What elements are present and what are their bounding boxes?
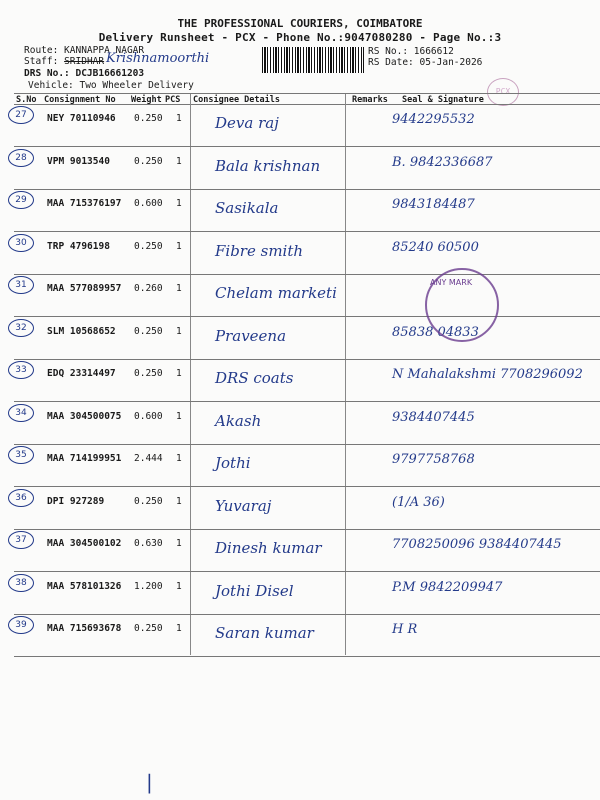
consignment-no: MAA 715693678 (47, 623, 122, 634)
weight: 0.250 (134, 623, 163, 634)
route: Route: KANNAPPA NAGAR (24, 45, 145, 56)
col-seal: Seal & Signature (402, 95, 484, 105)
table-row (0, 104, 600, 146)
sno-circle: 37 (8, 531, 34, 549)
consignment-no: MAA 715376197 (47, 198, 122, 209)
pcs: 1 (176, 538, 182, 549)
barcode (262, 47, 364, 73)
pcs: 1 (176, 155, 182, 167)
sno-circle: 28 (8, 149, 34, 167)
pcs: 1 (176, 198, 182, 209)
table-row (0, 274, 600, 316)
consignee-handwritten: Bala krishnan (215, 156, 321, 175)
weight: 0.250 (134, 495, 163, 507)
weight: 0.630 (134, 538, 163, 549)
table-row (0, 444, 600, 486)
pcs: 1 (176, 580, 182, 592)
staff (24, 56, 104, 67)
seal-signature: H R (392, 622, 418, 637)
weight: 0.250 (134, 240, 163, 252)
vehicle: Vehicle: Two Wheeler Delivery (28, 80, 194, 91)
col-consignment: Consignment No (44, 95, 116, 105)
consignee-handwritten: DRS coats (215, 369, 294, 387)
seal-signature: (1/A 36) (392, 494, 445, 510)
seal-signature: 9384407445 (392, 409, 475, 425)
consignment-no: DPI 927289 (47, 495, 105, 507)
table-row (0, 529, 600, 571)
consignee-handwritten: Jothi Disel (215, 581, 294, 600)
consignment-no: MAA 304500075 (47, 410, 122, 422)
seal-signature: N Mahalakshmi 7708296092 (392, 367, 583, 382)
weight: 0.250 (134, 325, 163, 337)
rs-no: RS No.: 1666612 (368, 46, 454, 57)
pcs: 1 (176, 495, 182, 507)
sno-circle: 29 (8, 191, 34, 209)
weight: 0.260 (134, 283, 163, 294)
pcs: 1 (176, 368, 182, 379)
weight: 0.250 (134, 368, 163, 379)
consignment-no: VPM 9013540 (47, 155, 110, 167)
sno-circle: 27 (8, 106, 34, 124)
weight: 1.200 (134, 580, 163, 592)
sno-circle: 39 (8, 616, 34, 634)
sno-circle: 35 (8, 446, 34, 464)
consignment-no: MAA 578101326 (47, 580, 122, 592)
consignee-handwritten: Yuvaraj (215, 496, 272, 515)
pcs: 1 (176, 325, 182, 337)
sno-circle: 36 (8, 489, 34, 507)
runsheet-title: Delivery Runsheet - PCX - Phone No.:9047080280 - Page No.:3 (98, 31, 502, 44)
table-row (0, 487, 600, 529)
pcs: 1 (176, 410, 182, 422)
pcs: 1 (176, 113, 182, 124)
col-remarks: Remarks (352, 95, 388, 105)
consignee-handwritten: Saran kumar (215, 624, 314, 642)
weight: 2.444 (134, 453, 163, 464)
consignment-no: MAA 577089957 (47, 283, 122, 294)
table-row (0, 402, 600, 444)
sno-circle: 30 (8, 234, 34, 252)
table-row (0, 359, 600, 401)
weight: 0.250 (134, 155, 163, 167)
pen-mark: | (146, 770, 153, 794)
seal-signature: 9843184487 (392, 197, 475, 212)
sno-circle: 34 (8, 404, 34, 422)
consignee-handwritten: Deva raj (215, 114, 279, 132)
staff-printed: SRIDHAR (64, 56, 105, 67)
staff-label: Staff: (24, 56, 59, 67)
seal-signature: 85838 04833 (392, 324, 479, 340)
company-title: THE PROFESSIONAL COURIERS, COIMBATORE (177, 17, 423, 30)
consignment-no: SLM 10568652 (47, 325, 116, 337)
consignee-handwritten: Dinesh kumar (215, 539, 322, 557)
sno-circle: 32 (8, 319, 34, 337)
staff-handwritten: Krishnamoorthi (106, 51, 210, 66)
col-weight: Weight (131, 95, 162, 105)
consignee-handwritten: Fibre smith (215, 241, 304, 260)
consignment-no: MAA 304500102 (47, 538, 122, 549)
weight: 0.600 (134, 410, 163, 422)
seal-signature: B. 9842336687 (392, 154, 493, 170)
seal-signature: 85240 60500 (392, 239, 479, 255)
pcs: 1 (176, 240, 182, 252)
consignment-no: MAA 714199951 (47, 453, 122, 464)
pcs: 1 (176, 453, 182, 464)
table-row (0, 614, 600, 656)
table-row (0, 317, 600, 359)
table-row (0, 232, 600, 274)
drs-no: DRS No.: DCJB16661203 (24, 68, 145, 79)
seal-signature: 7708250096 9384407445 (392, 537, 562, 552)
col-consignee: Consignee Details (193, 95, 280, 105)
consignee-handwritten: Jothi (215, 454, 251, 472)
header-rule-top (14, 93, 600, 94)
consignment-no: NEY 70110946 (47, 113, 116, 124)
sno-circle: 33 (8, 361, 34, 379)
table-row (0, 147, 600, 189)
pcs: 1 (176, 623, 182, 634)
pcs: 1 (176, 283, 182, 294)
seal-signature: 9797758768 (392, 452, 475, 467)
pcx-stamp: PCX (487, 78, 519, 106)
table-row (0, 189, 600, 231)
consignee-handwritten: Praveena (215, 326, 287, 345)
consignee-handwritten: Akash (215, 411, 262, 430)
col-pcs: PCS (165, 95, 181, 105)
weight: 0.250 (134, 113, 163, 124)
round-stamp-text: ANY MARK (430, 278, 473, 287)
consignee-handwritten: Chelam marketi (215, 284, 337, 302)
seal-signature: 9442295532 (392, 112, 475, 127)
seal-signature: P.M 9842209947 (392, 579, 503, 595)
consignee-handwritten: Sasikala (215, 199, 279, 217)
weight: 0.600 (134, 198, 163, 209)
col-sno: S.No (16, 95, 37, 105)
consignment-no: EDQ 23314497 (47, 368, 116, 379)
table-row (0, 572, 600, 614)
sno-circle: 31 (8, 276, 34, 294)
consignment-no: TRP 4796198 (47, 240, 110, 252)
row-rule (14, 656, 600, 657)
sno-circle: 38 (8, 574, 34, 592)
rs-date: RS Date: 05-Jan-2026 (368, 57, 483, 68)
